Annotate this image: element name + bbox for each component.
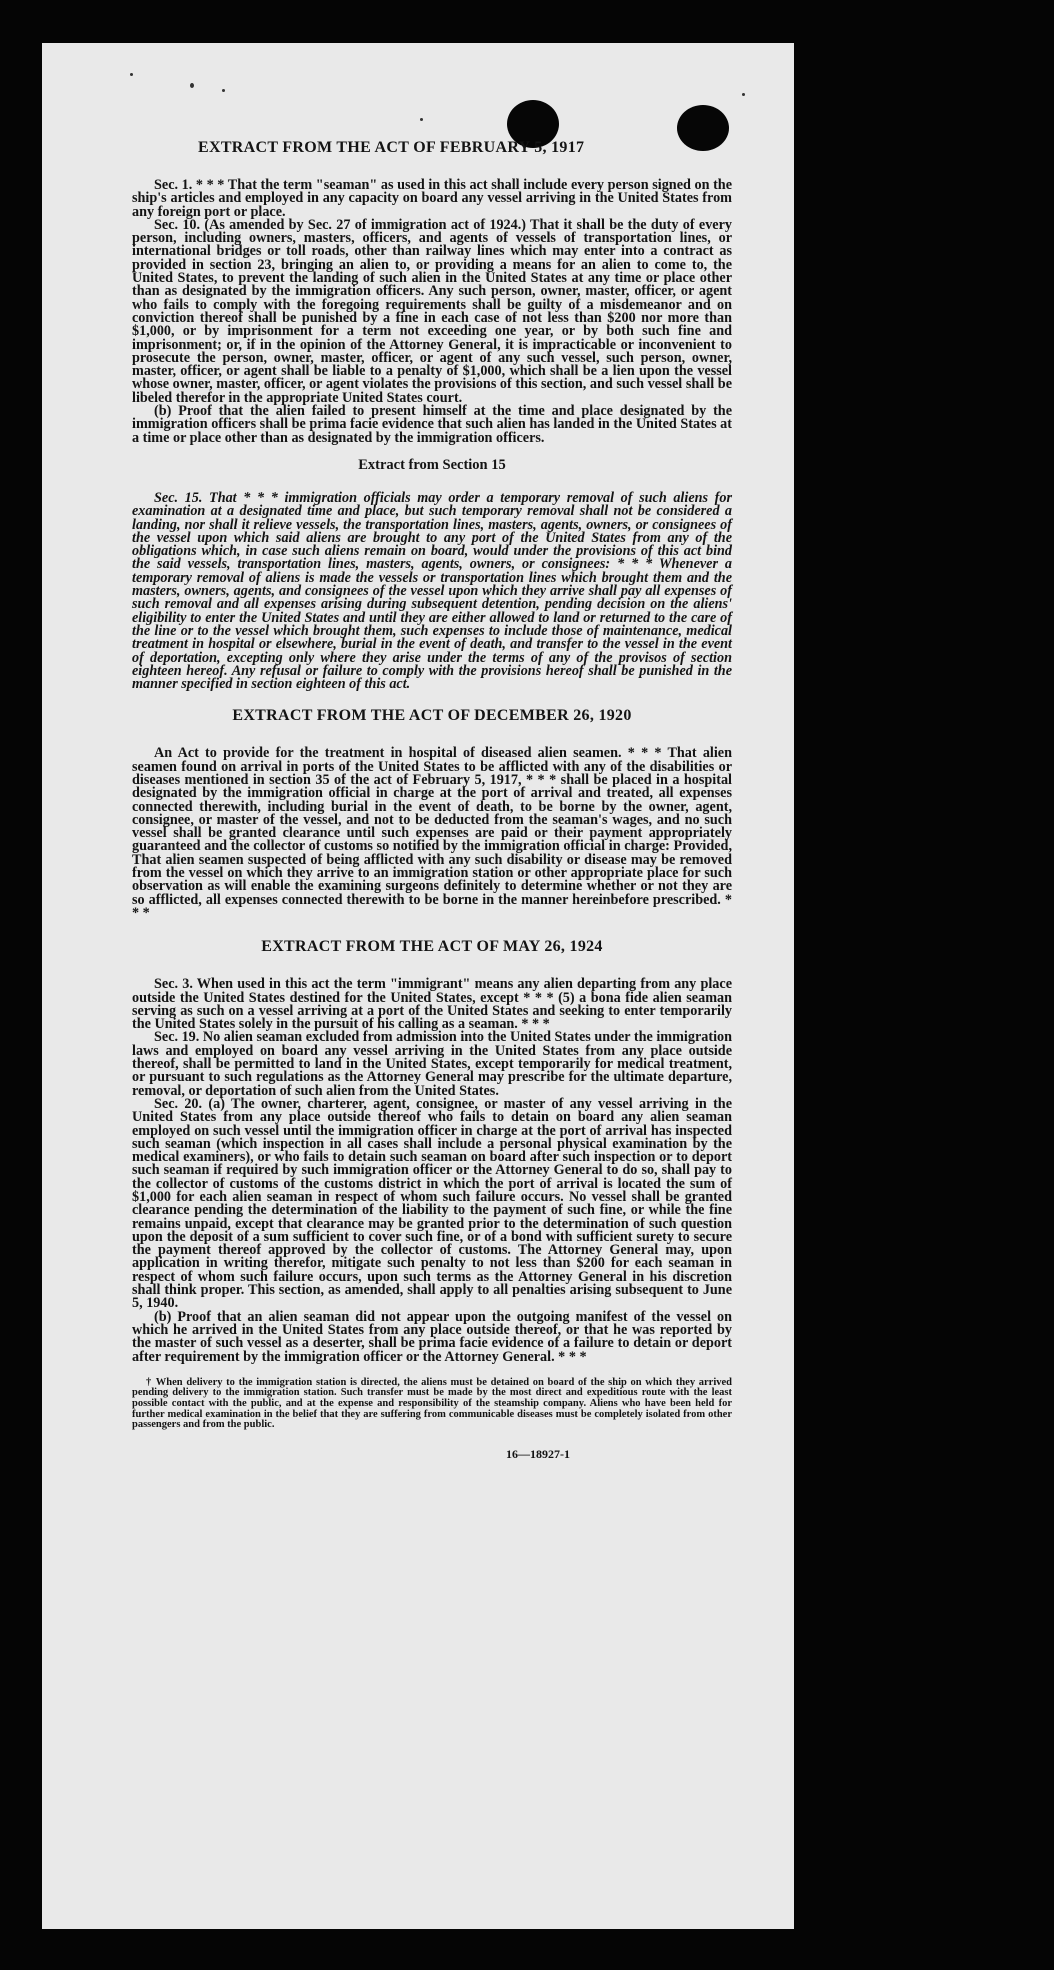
scan-speck (222, 89, 225, 92)
paragraph-act-1920: An Act to provide for the treatment in hospital of diseased alien seamen. * * * That alien seamen found on arrival in ports of the United States to be afflicted with any of the disabilities or diseases mentioned in section 35 of the act of February 5, 1917, * * * shall be placed in a hospital designated by the immigration official in charge at the port of arrival and treated, all expenses connected therewith, including burial in the event of death, to be borne by the owner, agent, consignee, or master of the vessel, and not to be deducted from the seaman's wages, and no such vessel shall be granted clearance until such expenses are paid or their payment appropriately guaranteed and the collector of customs so notified by the immigration official in charge: Provided, That alien seamen suspected of being afflicted with any such disability or disease may be removed from the vessel on which they arrive to an immigration station or other appropriate place for such observation as will enable the examining surgeons definitely to determine whether or not they are so afflicted, all expenses connected therewith to be borne in the manner hereinbefore prescribed. * * * (132, 745, 732, 921)
paragraph-sec-1: Sec. 1. * * * That the term "seaman" as used in this act shall include every person signed on the ship's articles and employed in any capacity on board any vessel arriving in the United States from any foreign port or place. (132, 177, 732, 220)
paragraph-sec-10b: (b) Proof that the alien failed to present himself at the time and place designated by the immigration officers shall be prima facie evidence that such alien has landed in the United States at a time or place other than as designated by the immigration officers. (132, 403, 732, 446)
scan-speck (420, 118, 423, 121)
paragraph-sec-19: Sec. 19. No alien seaman excluded from admission into the United States under the immigration laws and employed on board any vessel arriving in the United States from any place outside thereof, shall be permitted to land in the United States, except temporarily for medical treatment, or pursuant to such regulations as the Attorney General may prescribe for the ultimate departure, removal, or deportation of such alien from the United States. (132, 1029, 733, 1099)
document-page (42, 43, 794, 1929)
heading-section-15: Extract from Section 15 (358, 456, 506, 473)
paragraph-sec-15: Sec. 15. That * * * immigration officials may order a temporary removal of such aliens for examination at a designated time and place, but such temporary removal shall not be considered a landing, nor shall it relieve vessels, the transportation lines, masters, agents, owners, or consignees of the vessel upon which said aliens are brought to any port of the United States from any of the obligations which, in case such aliens remain on board, would under the provisions of this act bind the said vessels, transportation lines, masters, agents, owners, or consignees: * * * Whenever a temporary removal of aliens is made the vessels or transportation lines which brought them and the masters, owners, agents, and consignees of the vessel upon which they arrive shall pay all expenses of such removal and all expenses arising during subsequent detention, pending decision on the aliens' eligibility to enter the United States and until they are either allowed to land or returned to the care of the line or to the vessel which brought them, such expenses to include those of maintenance, medical treatment in hospital or elsewhere, burial in the event of death, and transfer to the vessel in the event of deportation, excepting only where they arise under the terms of any of the provisos of section eighteen hereof. Any refusal or failure to comply with the provisions hereof shall be punished in the manner specified in section eighteen of this act. (132, 489, 732, 693)
footnote: † When delivery to the immigration station is directed, the aliens must be detained on board of the ship on which they arrived pending delivery to the immigration station. Such transfer must be made by the most direct and expeditious route with the least possible contact with the public, and at the expense and responsibility of the steamship company. Aliens who have been held for further medical examination in the belief that they are suffering from communicable diseases must be completely isolated from other passengers and from the public. (132, 1376, 732, 1431)
scan-speck (130, 73, 133, 76)
form-number: 16—18927-1 (506, 1446, 570, 1461)
paragraph-sec-10: Sec. 10. (As amended by Sec. 27 of immigration act of 1924.) That it shall be the duty of every person, including owners, masters, officers, and agents of vessels of transportation lines, or international bridges or toll roads, other than railway lines which may enter into a contract as provided in section 23, bringing an alien to, or providing a means for an alien to come to, the United States, to prevent the landing of such alien in the United States at any time or place other than as designated by the immigration officers. Any such person, owner, master, officer, or agent who fails to comply with the foregoing requirements shall be guilty of a misdemeanor and on conviction thereof shall be punished by a fine in each case of not less than $200 nor more than $1,000, or by imprisonment for a term not exceeding one year, or by both such fine and imprisonment; or, if in the opinion of the Attorney General, it is impracticable or inconvenient to prosecute the person, owner, master, officer, or agent of any such vessel, such person, owner, master, officer, or agent shall be liable to a penalty of $1,000, which shall be a lien upon the vessel whose owner, master, officer, or agent violates the provisions of this section, and such vessel shall be libeled therefor in the appropriate United States court. (132, 216, 732, 406)
document-body (132, 139, 732, 1462)
scan-speck (190, 83, 194, 88)
paragraph-sec-3: Sec. 3. When used in this act the term "immigrant" means any alien departing from any place outside the United States destined for the United States, except * * * (5) a bona fide alien seaman serving as such on a vessel arriving at a port of the United States and seeking to enter temporarily the United States solely in the pursuit of his calling as a seaman. * * * (132, 976, 732, 1033)
heading-act-1924: EXTRACT FROM THE ACT OF MAY 26, 1924 (261, 938, 603, 956)
scan-speck (742, 93, 745, 96)
paragraph-sec-20b: (b) Proof that an alien seaman did not appear upon the outgoing manifest of the vessel on which he arrived in the United States from any place outside thereof, or that he was reported by the master of such vessel as a deserter, shall be prima facie evidence of a failure to detain or deport after requirement by the immigration officer or the Attorney General. * * * (132, 1308, 732, 1365)
heading-act-1917: EXTRACT FROM THE ACT OF FEBRUARY 5, 1917 (198, 139, 585, 156)
heading-act-1920: EXTRACT FROM THE ACT OF DECEMBER 26, 1920 (232, 707, 632, 725)
paragraph-sec-20: Sec. 20. (a) The owner, charterer, agent, consignee, or master of any vessel arriving in the United States from any place outside thereof who fails to detain on board any alien seaman employed on such vessel until the immigration officer in charge at the port of arrival has inspected such seaman (which inspection in all cases shall include a personal physical examination by the medical examiners), or who fails to detain such seaman on board after such inspection or to deport such seaman if required by such immigration officer or the Attorney General to do so, shall pay to the collector of customs of the customs district in which the port of arrival is located the sum of $1,000 for each alien seaman in respect of whom such failure occurs. No vessel shall be granted clearance pending the determination of the liability to the payment of such fine, or while the fine remains unpaid, except that clearance may be granted prior to the determination of such question upon the deposit of a sum sufficient to cover such fine, or of a bond with sufficient surety to secure the payment thereof approved by the collector of customs. The Attorney General may, upon application in writing therefor, mitigate such penalty to not less than $200 for each seaman in respect of whom such failure occurs, upon such terms as the Attorney General in his discretion shall think proper. This section, as amended, shall apply to all penalties arising subsequent to June 5, 1940. (132, 1095, 732, 1312)
